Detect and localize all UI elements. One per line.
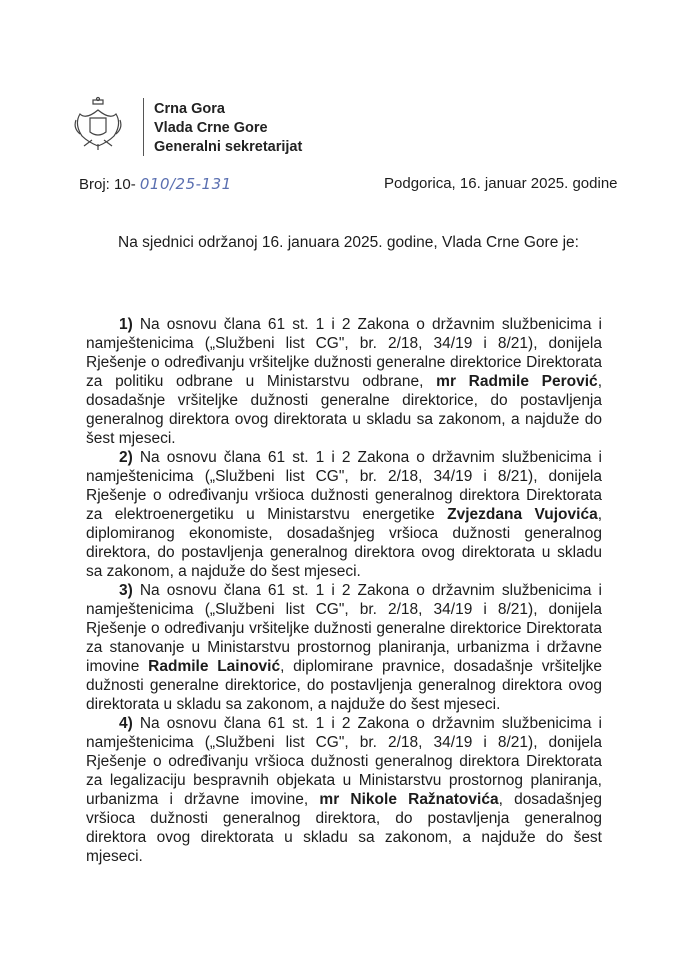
decision-paragraph bbox=[86, 581, 602, 714]
paragraph-text: , dosadašnje vršiteljke dužnosti generalne direktorice, do postavljenja generalnog direktora ovog direktorata u skladu sa zakonom, a najduže do šest mjeseci. bbox=[86, 373, 602, 447]
reference-label: Broj: 10- bbox=[79, 176, 136, 193]
org-country: Crna Gora bbox=[154, 101, 225, 117]
decision-paragraph bbox=[86, 714, 602, 866]
item-number: 1) bbox=[119, 316, 133, 333]
org-secretariat: Generalni sekretarijat bbox=[154, 139, 303, 155]
item-number: 4) bbox=[119, 715, 133, 732]
person-name: mr Radmile Perović bbox=[436, 373, 598, 390]
decisions-body bbox=[86, 315, 602, 866]
item-number: 3) bbox=[119, 582, 133, 599]
paragraph-text: Na osnovu člana 61 st. 1 i 2 Zakona o državnim službenicima i namještenicima („Službeni list CG", br. 2/18, 34/19 i 8/21), donijela Rješenje o određivanju vršioca dužnosti generalnog direktora Direktorata za elektroenergetiku u Ministarstvu energetike bbox=[86, 449, 602, 523]
decision-paragraph bbox=[86, 448, 602, 581]
item-number: 2) bbox=[119, 449, 133, 466]
reference-number bbox=[79, 175, 232, 193]
coat-of-arms-icon bbox=[72, 96, 124, 152]
place-date: Podgorica, 16. januar 2025. godine bbox=[384, 175, 618, 192]
paragraph-text: Na osnovu člana 61 st. 1 i 2 Zakona o državnim službenicima i namještenicima („Službeni list CG", br. 2/18, 34/19 i 8/21), donijela Rješenje o određivanju vršiteljke dužnosti generalne direktorice Direktorata za stanovanje u Ministarstvu prostornog planiranja, urbanizma i državne imovine bbox=[86, 582, 602, 675]
org-government: Vlada Crne Gore bbox=[154, 120, 268, 136]
person-name: mr Nikole Ražnatovića bbox=[319, 791, 499, 808]
person-name: Zvjezdana Vujovića bbox=[447, 506, 598, 523]
paragraph-text: , dosadašnjeg vršioca dužnosti generalnog direktora, do postavljenja generalnog direktora ovog direktorata u skladu sa zakonom, a najduže do šest mjeseci. bbox=[86, 791, 602, 865]
paragraph-text: Na osnovu člana 61 st. 1 i 2 Zakona o državnim službenicima i namještenicima („Službeni list CG", br. 2/18, 34/19 i 8/21), donijela Rješenje o određivanju vršioca dužnosti generalnog direktora Direktorata za legalizaciju bespravnih objekata u Ministarstvu prostornog planiranja, urbanizma i državne imovine, bbox=[86, 715, 602, 808]
person-name: Radmile Lainović bbox=[148, 658, 281, 675]
reference-handwritten: 010/25-131 bbox=[139, 175, 232, 193]
organization-block bbox=[154, 100, 302, 157]
header-divider bbox=[143, 98, 144, 156]
paragraph-text: Na osnovu člana 61 st. 1 i 2 Zakona o državnim službenicima i namještenicima („Službeni list CG", br. 2/18, 34/19 i 8/21), donijela Rješenje o određivanju vršiteljke dužnosti generalne direktorice Direktorata za politiku odbrane u Ministarstvu odbrane, bbox=[86, 316, 602, 390]
decision-paragraph bbox=[86, 315, 602, 448]
intro-text: Na sjednici održanoj 16. januara 2025. godine, Vlada Crne Gore je: bbox=[118, 234, 579, 251]
paragraph-text: , diplomirane pravnice, dosadašnje vršiteljke dužnosti generalne direktorice, do postavljenja generalnog direktora ovog direktorata u skladu sa zakonom, a najduže do šest mjeseci. bbox=[86, 658, 603, 713]
paragraph-text: , diplomiranog ekonomiste, dosadašnjeg vršioca dužnosti generalnog direktora, do postavljenja generalnog direktora ovog direktorata u skladu sa zakonom, a najduže do šest mjeseci. bbox=[86, 506, 603, 580]
